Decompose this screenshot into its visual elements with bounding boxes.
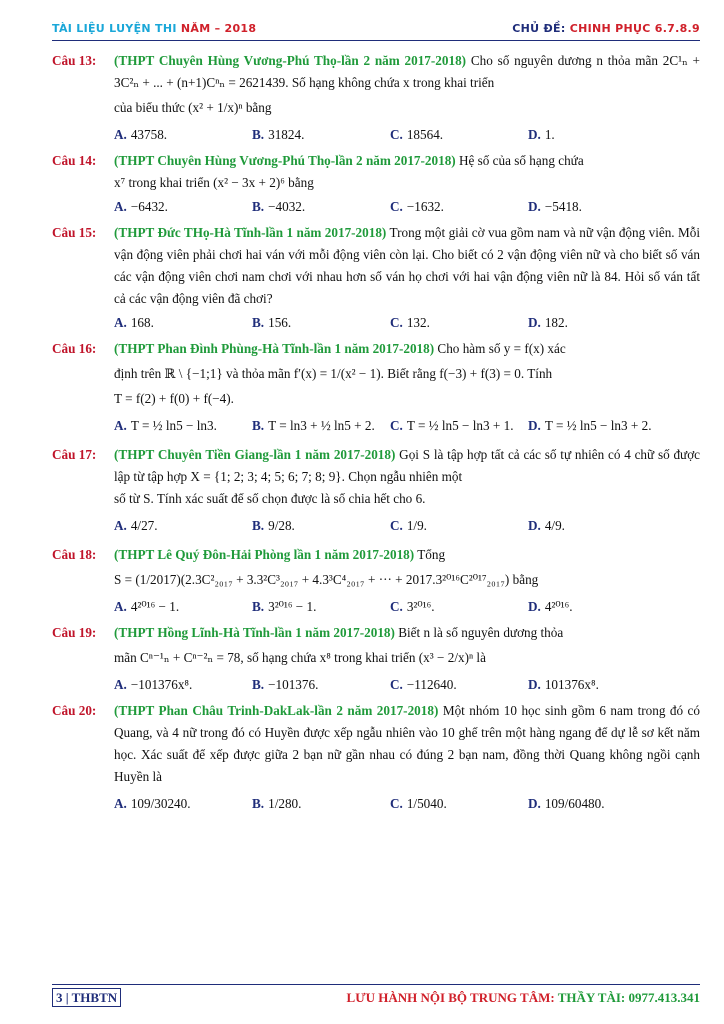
option-value: 182. (544, 315, 568, 330)
question-text: Gọi S là tập hợp tất cả các số tự nhiên có 4 chữ số được lập từ tập hợp X = {1; 2; 3; 4; 5; 6; 7; 8; 9}. Chọn ngẫu nhiên một (114, 447, 701, 484)
option-c[interactable] (390, 596, 528, 618)
option-c[interactable] (390, 124, 528, 146)
option-value: 4/27. (130, 518, 158, 533)
options (114, 790, 700, 818)
option-a[interactable] (114, 674, 252, 696)
option-label: C. (390, 796, 403, 811)
option-label: B. (252, 677, 265, 692)
option-label: A. (114, 796, 127, 811)
option-b[interactable] (252, 124, 390, 146)
question-number: Câu 16: (52, 341, 97, 356)
option-value: 1/280. (268, 796, 302, 811)
question-text: Biết n là số nguyên dương thỏa (398, 625, 564, 640)
option-label: D. (528, 518, 541, 533)
option-a[interactable] (114, 412, 252, 440)
options (114, 196, 700, 218)
question-number: Câu 18: (52, 547, 97, 562)
header-series: TÀI LIỆU LUYỆN THI (52, 22, 177, 35)
option-label: B. (252, 518, 265, 533)
question-number: Câu 13: (52, 53, 97, 68)
header-left (52, 22, 256, 35)
question-text: Cho hàm số y = f(x) xác (437, 341, 566, 356)
option-value: 4²⁰¹⁶. (544, 599, 573, 614)
question-number: Câu 20: (52, 703, 97, 718)
option-value: 31824. (268, 127, 305, 142)
question-number: Câu 19: (52, 625, 97, 640)
option-a[interactable] (114, 596, 252, 618)
option-label: D. (528, 796, 541, 811)
option-d[interactable] (528, 512, 565, 540)
option-value: 4/9. (544, 518, 565, 533)
question-source: (THPT Lê Quý Đôn-Hải Phòng lần 1 năm 2017-2018) (114, 547, 415, 562)
option-value: 156. (268, 315, 292, 330)
option-c[interactable] (390, 196, 528, 218)
option-value: 1/5040. (406, 796, 447, 811)
question-15 (52, 222, 700, 334)
option-label: B. (252, 127, 265, 142)
question-13 (52, 50, 700, 146)
footer-note (347, 988, 700, 1007)
option-label: C. (390, 677, 403, 692)
option-d[interactable] (528, 596, 573, 618)
option-label: D. (528, 127, 541, 142)
option-label: C. (390, 127, 403, 142)
question-text: Tổng (417, 547, 446, 562)
question-20 (52, 700, 700, 818)
options (114, 512, 700, 540)
option-label: C. (390, 518, 403, 533)
question-number: Câu 14: (52, 153, 97, 168)
question-text-cont: x⁷ trong khai triển (x² − 3x + 2)⁶ bằng (114, 175, 314, 190)
option-value: 4²⁰¹⁶ − 1. (130, 599, 180, 614)
option-value: 168. (130, 315, 154, 330)
option-a[interactable] (114, 512, 252, 540)
options (114, 312, 700, 334)
option-label: D. (528, 199, 541, 214)
option-label: A. (114, 315, 127, 330)
question-text-cont: S = (1/2017)(2.3C²₂₀₁₇ + 3.3²C³₂₀₁₇ + 4.3³C⁴₂₀₁₇ + ··· + 2017.3²⁰¹⁶C²⁰¹⁷₂₀₁₇) bằng (114, 572, 539, 587)
option-value: 109/60480. (544, 796, 605, 811)
option-label: A. (114, 199, 127, 214)
question-number: Câu 15: (52, 225, 97, 240)
option-d[interactable] (528, 790, 605, 818)
option-value: T = ½ ln5 − ln3. (130, 418, 217, 433)
question-source: (THPT Phan Châu Trinh-DakLak-lần 2 năm 2017-2018) (114, 703, 439, 718)
question-text-cont: số từ S. Tính xác suất để số chọn được là số chia hết cho 6. (114, 491, 426, 506)
option-label: B. (252, 418, 265, 433)
question-19 (52, 622, 700, 696)
option-value: 109/30240. (130, 796, 191, 811)
question-source: (THPT Chuyên Tiền Giang-lần 1 năm 2017-2018) (114, 447, 396, 462)
option-value: −4032. (268, 199, 306, 214)
question-source: (THPT Hồng Lĩnh-Hà Tĩnh-lần 1 năm 2017-2018) (114, 625, 395, 640)
option-value: 101376x⁸. (544, 677, 599, 692)
option-label: D. (528, 418, 541, 433)
question-text: Một nhóm 10 học sinh gồm 6 nam trong đó có Quang, và 4 nữ trong đó có Huyền được xếp ngẫu nhiên vào 10 ghế trên một hàng ngang để dự lễ sơ kết năm học. Xác suất để xếp được giữa 2 bạn nữ gần nhau có đúng 2 bạn nam, đồng thời Quang không ngồi cạnh Huyền là (114, 703, 701, 784)
option-label: B. (252, 796, 265, 811)
option-a[interactable] (114, 196, 252, 218)
question-text: Trong một giải cờ vua gồm nam và nữ vận động viên. Mỗi vận động viên phải chơi hai ván với mỗi động viên còn lại. Cho biết có 2 vận động viên nữ và cho biết số ván các vận động viên chơi nam chơi với nhau hơn số ván họ chơi với hai vận động viên nữ là 84. Hỏi số ván tất cả các vận động viên đã chơi? (114, 225, 700, 306)
question-source: (THPT Chuyên Hùng Vương-Phú Thọ-lần 2 năm 2017-2018) (114, 153, 456, 168)
question-source: (THPT Phan Đình Phùng-Hà Tĩnh-lần 1 năm 2017-2018) (114, 341, 435, 356)
option-label: C. (390, 315, 403, 330)
option-b[interactable] (252, 312, 390, 334)
option-b[interactable] (252, 596, 390, 618)
option-value: 132. (406, 315, 430, 330)
header-topic: CHINH PHỤC 6.7.8.9 (569, 22, 700, 35)
option-label: D. (528, 315, 541, 330)
header-topic-label: CHỦ ĐỀ: (512, 22, 566, 35)
question-text-cont: mãn Cⁿ⁻¹ₙ + Cⁿ⁻²ₙ = 78, số hạng chứa x⁸ trong khai triển (x³ − 2/x)ⁿ là (114, 650, 486, 665)
header-right (512, 22, 700, 35)
option-c[interactable] (390, 674, 528, 696)
option-value: −101376. (268, 677, 319, 692)
options (114, 596, 700, 618)
option-a[interactable] (114, 124, 252, 146)
question-text-cont: của biểu thức (x² + 1/x)ⁿ bằng (114, 100, 272, 115)
option-d[interactable] (528, 124, 555, 146)
option-value: T = ½ ln5 − ln3 + 2. (544, 418, 652, 433)
page-header (52, 22, 700, 40)
option-value: T = ln3 + ½ ln5 + 2. (268, 418, 375, 433)
option-d[interactable] (528, 412, 652, 440)
page-footer (52, 988, 700, 1008)
option-value: −101376x⁸. (130, 677, 193, 692)
option-b[interactable] (252, 196, 390, 218)
options (114, 124, 700, 146)
options (114, 412, 700, 440)
footer-note-main: LƯU HÀNH NỘI BỘ TRUNG TÂM: (346, 990, 555, 1005)
question-text-cont: định trên ℝ \ {−1;1} và thỏa mãn f′(x) = 1/(x² − 1). Biết rằng f(−3) + f(3) = 0. Tính (114, 366, 553, 381)
question-source: (THPT Chuyên Hùng Vương-Phú Thọ-lần 2 năm 2017-2018) (114, 53, 467, 68)
option-c[interactable] (390, 312, 528, 334)
option-c[interactable] (390, 512, 528, 540)
option-b[interactable] (252, 412, 390, 440)
question-16 (52, 338, 700, 440)
option-value: −112640. (406, 677, 457, 692)
option-label: B. (252, 199, 265, 214)
option-label: B. (252, 599, 265, 614)
option-value: 1. (544, 127, 555, 142)
option-label: A. (114, 599, 127, 614)
option-value: 3²⁰¹⁶ − 1. (268, 599, 317, 614)
option-value: 1/9. (406, 518, 427, 533)
header-rule (52, 40, 700, 41)
options (114, 674, 700, 696)
option-value: −6432. (130, 199, 168, 214)
option-b[interactable] (252, 790, 390, 818)
option-d[interactable] (528, 674, 599, 696)
option-b[interactable] (252, 674, 390, 696)
footer-rule (52, 984, 700, 985)
option-value: T = ½ ln5 − ln3 + 1. (406, 418, 514, 433)
option-b[interactable] (252, 512, 390, 540)
option-label: C. (390, 418, 403, 433)
option-label: C. (390, 199, 403, 214)
option-label: D. (528, 677, 541, 692)
option-value: 9/28. (268, 518, 295, 533)
page-number: 3 | THBTN (52, 988, 121, 1007)
question-source: (THPT Đức THọ-Hà Tĩnh-lần 1 năm 2017-2018) (114, 225, 387, 240)
option-value: −5418. (544, 199, 582, 214)
question-text: Hệ số của số hạng chứa (458, 153, 584, 168)
footer-contact: THẦY TÀI: 0977.413.341 (557, 990, 700, 1005)
question-18 (52, 544, 700, 618)
option-c[interactable] (390, 412, 528, 440)
option-d[interactable] (528, 312, 568, 334)
option-label: D. (528, 599, 541, 614)
option-value: 43758. (130, 127, 168, 142)
option-value: −1632. (406, 199, 444, 214)
option-label: A. (114, 418, 127, 433)
option-label: A. (114, 127, 127, 142)
option-a[interactable] (114, 790, 252, 818)
question-14 (52, 150, 700, 218)
header-year: NĂM – 2018 (180, 22, 257, 35)
question-list (52, 50, 700, 822)
question-text-cont: T = f(2) + f(0) + f(−4). (114, 391, 234, 406)
option-label: A. (114, 518, 127, 533)
question-number: Câu 17: (52, 447, 97, 462)
option-a[interactable] (114, 312, 252, 334)
option-value: 3²⁰¹⁶. (406, 599, 435, 614)
option-label: A. (114, 677, 127, 692)
option-label: C. (390, 599, 403, 614)
option-c[interactable] (390, 790, 528, 818)
question-17 (52, 444, 700, 540)
option-d[interactable] (528, 196, 582, 218)
question-text: Cho số nguyên dương n thỏa mãn 2C¹ₙ + 3C²ₙ + ... + (n+1)Cⁿₙ = 2621439. Số hạng không chứa x trong khai triển (114, 53, 700, 90)
option-value: 18564. (406, 127, 444, 142)
option-label: B. (252, 315, 265, 330)
